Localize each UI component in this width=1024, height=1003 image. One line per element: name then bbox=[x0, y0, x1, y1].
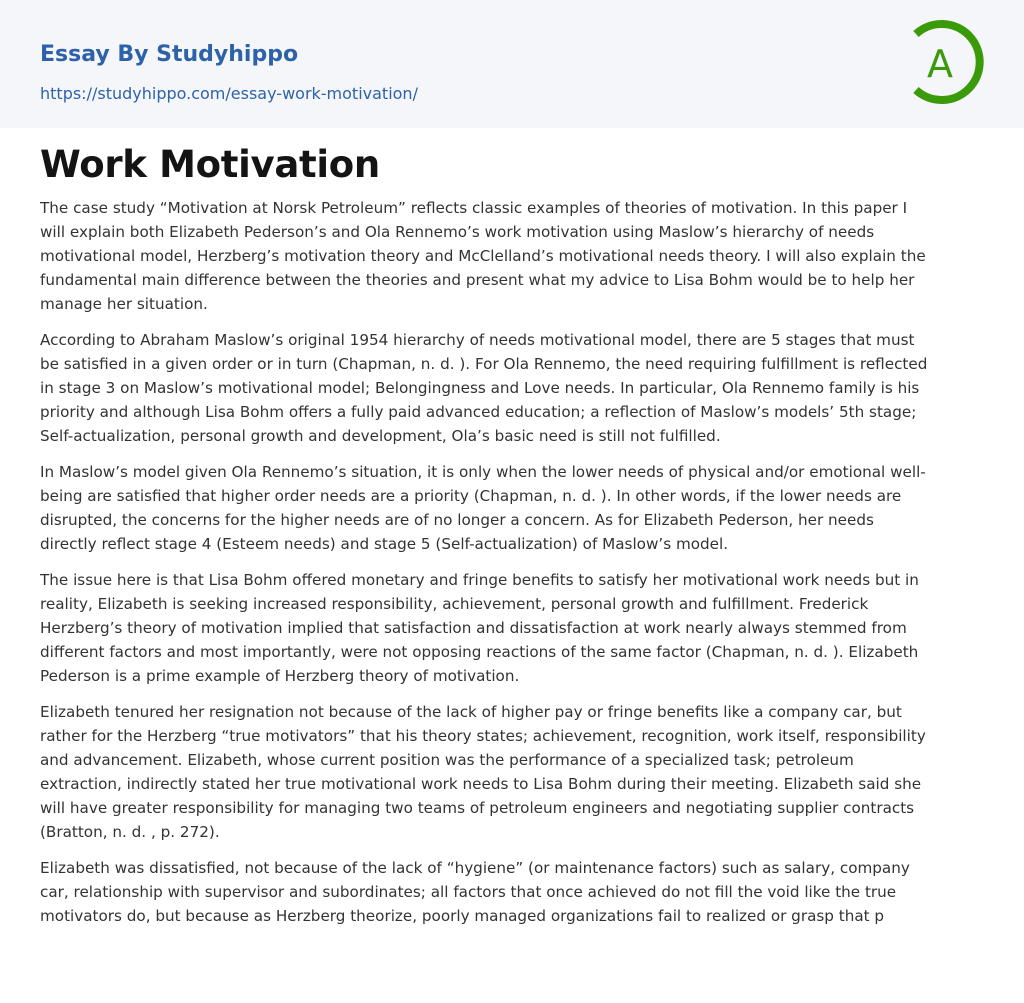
paragraph-line: motivators do, but because as Herzberg theorize, poorly managed organizations fail to realized or grasp that p bbox=[40, 907, 885, 925]
logo-letter: A bbox=[927, 42, 953, 86]
essay-url-link[interactable]: https://studyhippo.com/essay-work-motivation/ bbox=[40, 84, 418, 103]
paragraph-line: The issue here is that Lisa Bohm offered monetary and fringe benefits to satisfy her motivational work needs but in bbox=[40, 571, 919, 589]
paragraph-line: being are satisfied that higher order needs are a priority (Chapman, n. d. ). In other words, if the lower needs are bbox=[40, 487, 902, 505]
paragraph-line: will have greater responsibility for managing two teams of petroleum engineers and negotiating supplier contracts bbox=[40, 799, 915, 817]
site-header bbox=[0, 0, 1024, 128]
paragraph-line: Pederson is a prime example of Herzberg theory of motivation. bbox=[40, 667, 520, 685]
essay-body bbox=[40, 196, 1000, 940]
paragraph-line: manage her situation. bbox=[40, 295, 208, 313]
paragraph-line: reality, Elizabeth is seeking increased responsibility, achievement, personal growth and fulfillment. Frederick bbox=[40, 595, 869, 613]
essay-paragraph bbox=[40, 568, 1000, 688]
paragraph-line: Self-actualization, personal growth and development, Ola’s basic need is still not fulfilled. bbox=[40, 427, 721, 445]
paragraph-line: priority and although Lisa Bohm offers a fully paid advanced education; a reflection of Maslow’s models’ 5th stage; bbox=[40, 403, 917, 421]
paragraph-line: extraction, indirectly stated her true motivational work needs to Lisa Bohm during their meeting. Elizabeth said she bbox=[40, 775, 922, 793]
paragraph-line: disrupted, the concerns for the higher needs are of no longer a concern. As for Elizabeth Pederson, her needs bbox=[40, 511, 874, 529]
paragraph-line: fundamental main difference between the theories and present what my advice to Lisa Bohm would be to help her bbox=[40, 271, 915, 289]
paragraph-line: (Bratton, n. d. , p. 272). bbox=[40, 823, 220, 841]
paragraph-line: in stage 3 on Maslow’s motivational model; Belongingness and Love needs. In particular, Ola Rennemo family is his bbox=[40, 379, 920, 397]
paragraph-line: rather for the Herzberg “true motivators” that his theory states; achievement, recognition, work itself, responsibility bbox=[40, 727, 926, 745]
paragraph-line: be satisfied in a given order or in turn (Chapman, n. d. ). For Ola Rennemo, the need requiring fulfillment is reflected bbox=[40, 355, 928, 373]
essay-paragraph bbox=[40, 856, 1000, 928]
brand-title[interactable]: Essay By Studyhippo bbox=[40, 42, 299, 67]
paragraph-line: Elizabeth tenured her resignation not because of the lack of higher pay or fringe benefits like a company car, but bbox=[40, 703, 902, 721]
essay-paragraph bbox=[40, 196, 1000, 316]
paragraph-line: Herzberg’s theory of motivation implied that satisfaction and dissatisfaction at work nearly always stemmed from bbox=[40, 619, 907, 637]
paragraph-line: directly reflect stage 4 (Esteem needs) and stage 5 (Self-actualization) of Maslow’s model. bbox=[40, 535, 729, 553]
paragraph-line: will explain both Elizabeth Pederson’s and Ola Rennemo’s work motivation using Maslow’s hierarchy of needs bbox=[40, 223, 875, 241]
paragraph-line: According to Abraham Maslow’s original 1954 hierarchy of needs motivational model, there are 5 stages that must bbox=[40, 331, 915, 349]
page-title: Work Motivation bbox=[40, 143, 380, 186]
essay-paragraph bbox=[40, 328, 1000, 448]
essay-paragraph bbox=[40, 460, 1000, 556]
paragraph-line: In Maslow’s model given Ola Rennemo’s situation, it is only when the lower needs of physical and/or emotional well- bbox=[40, 463, 926, 481]
paragraph-line: car, relationship with supervisor and subordinates; all factors that once achieved do not fill the void like the true bbox=[40, 883, 897, 901]
paragraph-line: motivational model, Herzberg’s motivation theory and McClelland’s motivational needs theory. I will also explain the bbox=[40, 247, 926, 265]
paragraph-line: and advancement. Elizabeth, whose current position was the performance of a specialized task; petroleum bbox=[40, 751, 854, 769]
essay-paragraph bbox=[40, 700, 1000, 844]
paragraph-line: Elizabeth was dissatisfied, not because of the lack of “hygiene” (or maintenance factors) such as salary, company bbox=[40, 859, 910, 877]
studyhippo-logo-icon[interactable] bbox=[912, 20, 986, 104]
paragraph-line: The case study “Motivation at Norsk Petroleum” reflects classic examples of theories of motivation. In this paper I bbox=[40, 199, 908, 217]
paragraph-line: different factors and most importantly, were not opposing reactions of the same factor (Chapman, n. d. ). Elizabeth bbox=[40, 643, 919, 661]
